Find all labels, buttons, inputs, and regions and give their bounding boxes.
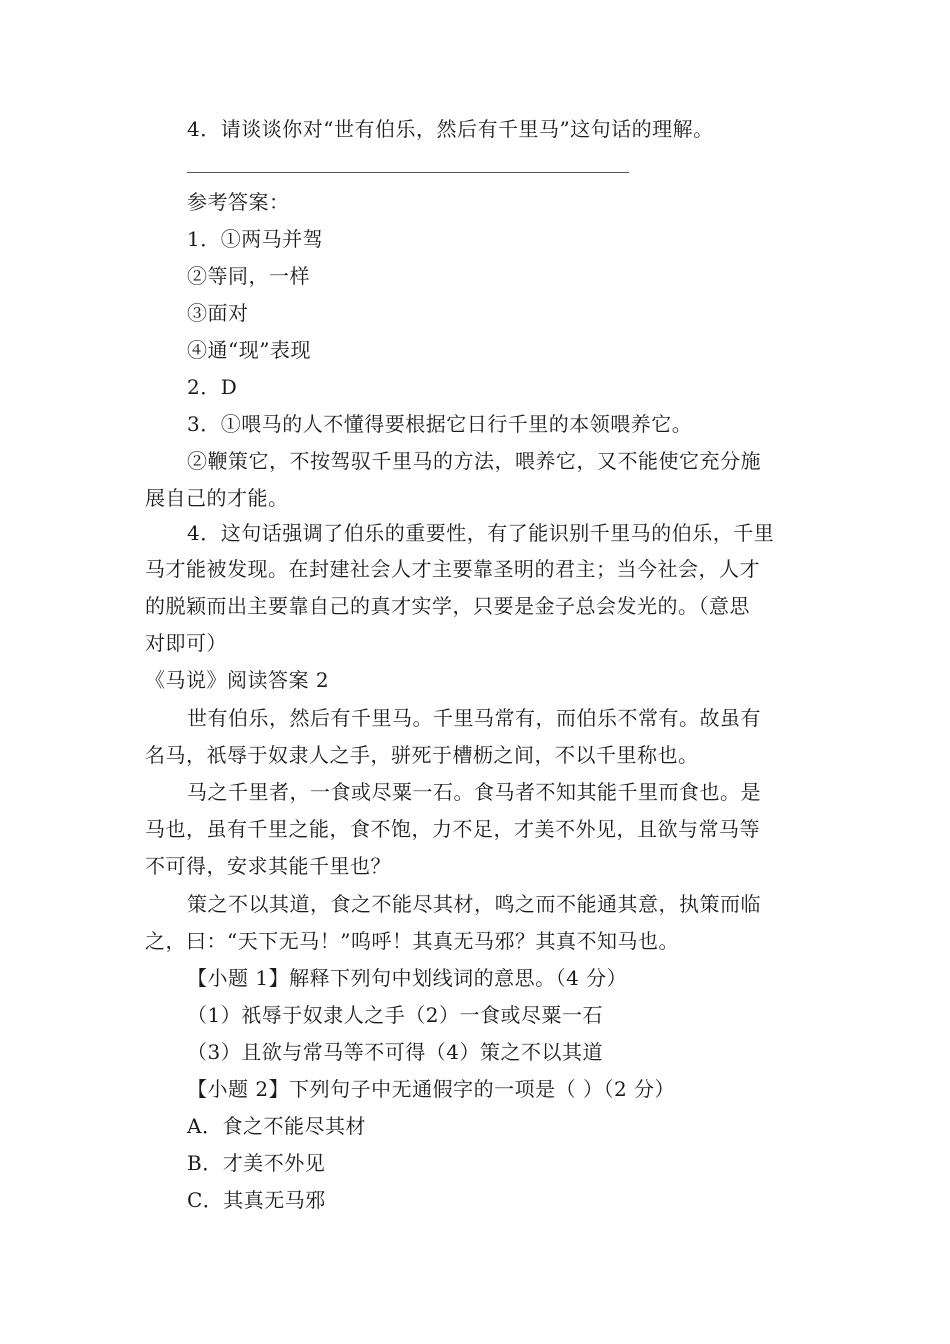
answer-3-item-2-cont: 展自己的才能。 xyxy=(145,486,289,510)
answer-4: 4．这句话强调了伯乐的重要性，有了能识别千里马的伯乐，千里 xyxy=(187,521,775,545)
answer-4-cont-2: 的脱颖而出主要靠自己的真才实学，只要是金子总会发光的。（意思 xyxy=(145,594,750,618)
passage-para-2-cont-1: 马也，虽有千里之能，食不饱，力不足，才美不外见，且欲与常马等 xyxy=(145,817,760,841)
answer-4-cont-1: 马才能被发现。在封建社会人才主要靠圣明的君主；当今社会，人才 xyxy=(145,557,760,581)
passage-para-1-cont: 名马，祇辱于奴隶人之手，骈死于槽枥之间，不以千里称也。 xyxy=(145,743,699,767)
option-a: A．食之不能尽其材 xyxy=(187,1114,366,1138)
answer-4-cont-3: 对即可） xyxy=(145,631,227,655)
passage-para-3-cont: 之，曰：“天下无马！”呜呼！其真无马邪？其真不知马也。 xyxy=(145,929,679,953)
option-b: B．才美不外见 xyxy=(187,1151,326,1175)
question-4: 4．请谈谈你对“世有伯乐，然后有千里马”这句话的理解。 xyxy=(187,117,714,141)
answer-3-item-1: 3．①喂马的人不懂得要根据它日行千里的本领喂养它。 xyxy=(187,412,693,436)
answer-1-item-3: ③面对 xyxy=(187,301,249,325)
answer-1-item-1: 1．①两马并驾 xyxy=(187,227,324,251)
option-c: C．其真无马邪 xyxy=(187,1188,326,1212)
answer-2: 2．D xyxy=(187,375,238,399)
passage-para-2-cont-2: 不可得，安求其能千里也？ xyxy=(145,854,391,878)
subquestion-2: 【小题 2】下列句子中无通假字的一项是（ ）（2 分） xyxy=(187,1077,676,1101)
subquestion-1-items-a: （1）祇辱于奴隶人之手（2）一食或尽粟一石 xyxy=(187,1003,603,1027)
section-title: 《马说》阅读答案 2 xyxy=(145,668,330,692)
answer-1-item-4: ④通“现”表现 xyxy=(187,338,311,362)
answer-heading: 参考答案： xyxy=(187,190,290,214)
subquestion-1: 【小题 1】解释下列句中划线词的意思。（4 分） xyxy=(187,966,628,990)
subquestion-1-items-b: （3）且欲与常马等不可得（4）策之不以其道 xyxy=(187,1040,603,1064)
answer-1-item-2: ②等同，一样 xyxy=(187,264,310,288)
passage-para-3: 策之不以其道，食之不能尽其材，鸣之而不能通其意，执策而临 xyxy=(187,892,761,916)
passage-para-2: 马之千里者，一食或尽粟一石。食马者不知其能千里而食也。是 xyxy=(187,780,761,804)
passage-para-1: 世有伯乐，然后有千里马。千里马常有，而伯乐不常有。故虽有 xyxy=(187,706,761,730)
answer-blank-line xyxy=(187,172,629,173)
answer-3-item-2: ②鞭策它，不按驾驭千里马的方法，喂养它，又不能使它充分施 xyxy=(187,449,761,473)
